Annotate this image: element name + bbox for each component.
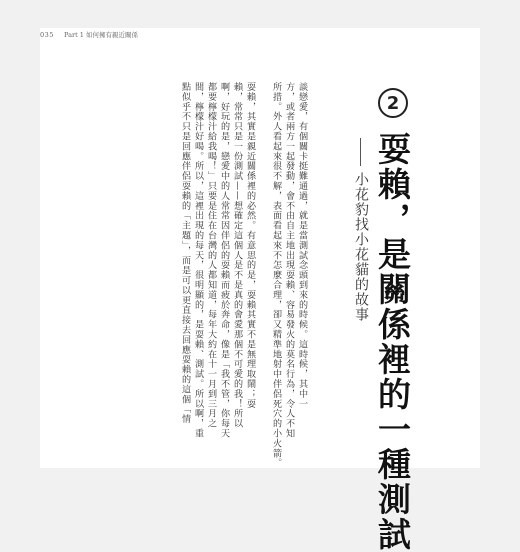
- body-line: 啊，好玩的是，戀愛中的人常常因伴侶的耍賴而疲於奔命，像是「我不管，你每天: [219, 82, 229, 439]
- body-line: 點似乎不只是回應伴侶耍賴的「主題」，而是可以更直接去回應耍賴的這個「情: [180, 82, 190, 424]
- running-header: [40, 30, 138, 39]
- chapter-number-badge: [378, 88, 408, 118]
- body-line: 耍賴，其實是親近關係裡的必然。有意思的是，耍賴其實不是無理取鬧；耍: [245, 82, 255, 409]
- body-line: 賴，常常只是一份測試——想確定這個人是不是真的會愛那個不可愛的我！所以: [232, 82, 242, 429]
- body-line: 間，檸檬汁好喝。所以，這裡出現的每天，很明顯的，是耍賴、測試。所以啊，重: [193, 82, 203, 439]
- body-line: 所措。外人看起來很不解，表面看起來不怎麼合理，卻又精準地射中伴侶死穴的小火箭。: [271, 82, 281, 469]
- chapter-title: 耍賴，是關係裡的一種測試: [373, 132, 412, 552]
- body-line: 談戀愛，有個關卡挺難通過，就是當測試念頭到來的時候。這時候，其中一: [297, 82, 307, 409]
- chapter-subtitle: 小花豹找小花貓的故事: [353, 172, 369, 322]
- chapter-number: 2: [386, 92, 400, 114]
- chapter-title-block: [352, 80, 432, 552]
- section-title: Part 1 如何擁有親近關係: [64, 31, 138, 39]
- page-number: 035: [40, 31, 54, 39]
- book-page: [40, 28, 480, 552]
- body-line: 方，或者兩方一起發動，會不由自主地出現耍賴、容易發火的莫名行為，令人不知: [284, 82, 294, 439]
- body-line: 都要檸檬汁給我喝！」只要是住在台灣的人都知道，每年大約在十一月到三月之: [206, 82, 216, 429]
- subtitle-dash: [360, 138, 361, 166]
